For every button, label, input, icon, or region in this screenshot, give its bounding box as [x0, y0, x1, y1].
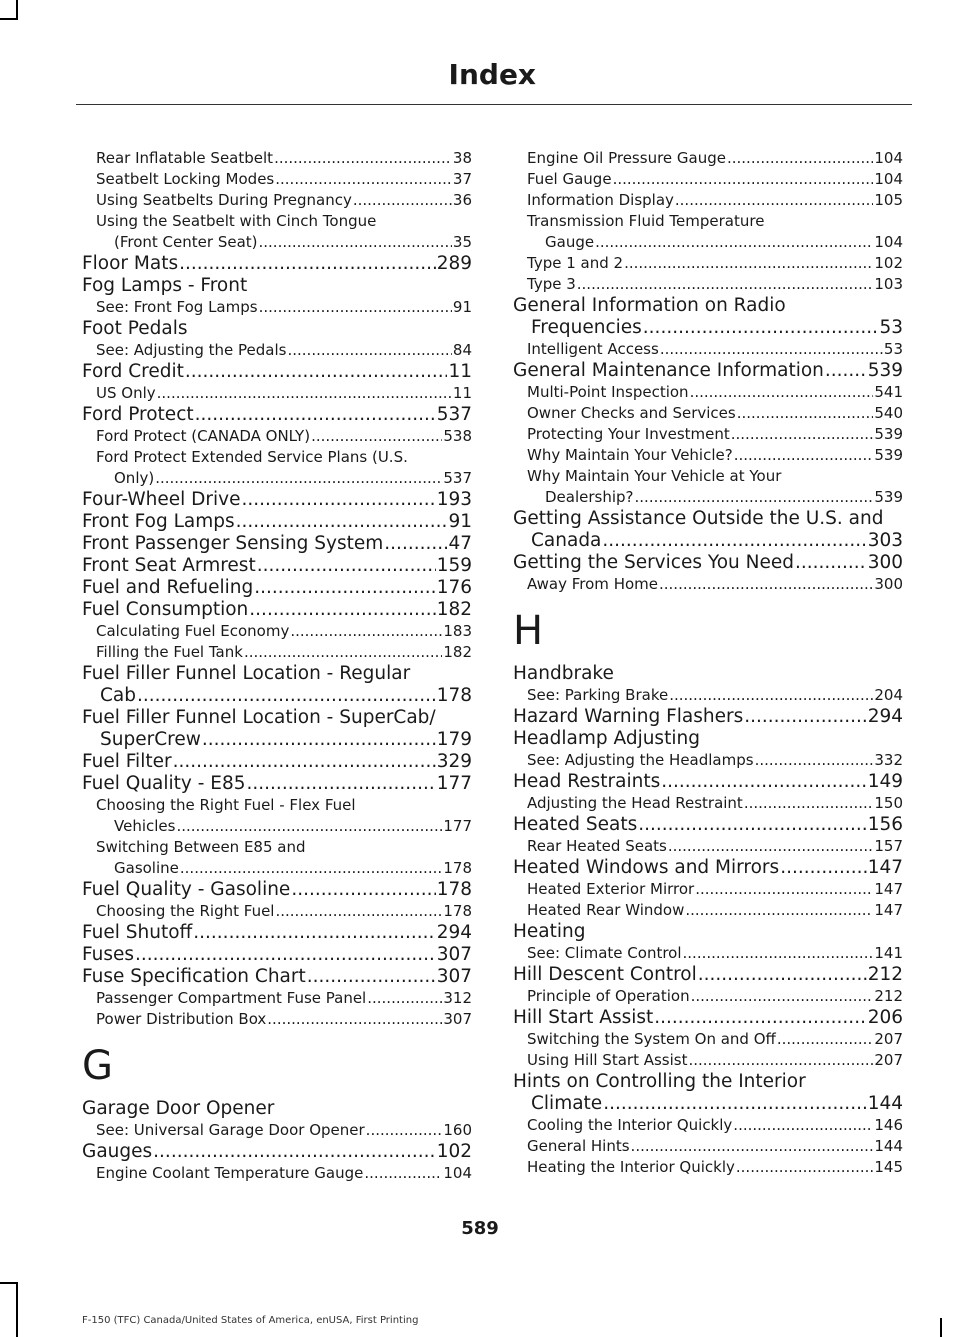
index-entry: Fuel Quality - E85 ..... 177: [82, 773, 472, 795]
index-entry-line: Choosing the Right Fuel - Flex Fuel: [96, 796, 356, 814]
index-entry: Heated Seats ..... 156: [513, 814, 903, 836]
page-title: Index: [448, 58, 536, 91]
index-entry: SuperCrew ..... 179: [82, 729, 472, 751]
index-entry: Why Maintain Your Vehicle? ..... 539: [513, 445, 903, 466]
index-entry: Fuel Quality - Gasoline ..... 178: [82, 879, 472, 901]
index-entry: Floor Mats ..... 289: [82, 253, 472, 275]
index-entry: Four-Wheel Drive ..... 193: [82, 489, 472, 511]
index-heading: Fog Lamps - Front: [82, 275, 248, 296]
index-entry: Protecting Your Investment ..... 539: [513, 424, 903, 445]
index-entry: Using Hill Start Assist ..... 207: [513, 1050, 903, 1071]
index-entry: Getting the Services You Need ..... 300: [513, 552, 903, 574]
crop-mark: [16, 1282, 18, 1337]
index-entry: Canada ..... 303: [513, 530, 903, 552]
index-entry: Cooling the Interior Quickly ..... 146: [513, 1115, 903, 1136]
header-divider: [76, 104, 912, 105]
index-entry: Hazard Warning Flashers ..... 294: [513, 706, 903, 728]
index-entry: Power Distribution Box ..... 307: [82, 1009, 472, 1030]
index-entry: Heated Windows and Mirrors ..... 147: [513, 857, 903, 879]
index-entry: Ford Credit ..... 11: [82, 361, 472, 383]
index-entry: Principle of Operation ..... 212: [513, 986, 903, 1007]
index-entry: (Front Center Seat) ..... 35: [82, 232, 472, 253]
index-entry: Front Seat Armrest ..... 159: [82, 555, 472, 577]
index-entry: Hill Descent Control ..... 212: [513, 964, 903, 986]
index-entry: Intelligent Access ..... 53: [513, 339, 903, 360]
index-entry: Seatbelt Locking Modes ..... 37: [82, 169, 472, 190]
index-entry-line: Transmission Fluid Temperature: [527, 212, 765, 230]
index-heading: Foot Pedals: [82, 318, 188, 339]
index-entry-line: Why Maintain Your Vehicle at Your: [527, 467, 782, 485]
index-column-left: [82, 148, 472, 1184]
index-entry: Heated Exterior Mirror ..... 147: [513, 879, 903, 900]
footer-text: F-150 (TFC) Canada/United States of America, enUSA, First Printing: [82, 1315, 419, 1326]
index-entry: General Maintenance Information ..... 539: [513, 360, 903, 382]
index-entry: Using Seatbelts During Pregnancy ..... 36: [82, 190, 472, 211]
index-entry: Away From Home ..... 300: [513, 574, 903, 595]
index-heading: Heating: [513, 921, 586, 942]
index-entry: Fuel Shutoff ..... 294: [82, 922, 472, 944]
index-entry: Switching the System On and Off ..... 207: [513, 1029, 903, 1050]
index-entry: See: Climate Control ..... 141: [513, 943, 903, 964]
index-entry-line: Fuel Filler Funnel Location - Regular: [82, 663, 411, 684]
index-entry-line: Hints on Controlling the Interior: [513, 1071, 806, 1092]
index-entry: Information Display ..... 105: [513, 190, 903, 211]
index-entry-line: General Information on Radio: [513, 295, 786, 316]
section-letter: G: [82, 1043, 113, 1089]
index-entry: US Only ..... 11: [82, 383, 472, 404]
section-letter: H: [513, 608, 544, 654]
index-entry: Rear Inflatable Seatbelt ..... 38: [82, 148, 472, 169]
index-entry: Climate ..... 144: [513, 1093, 903, 1115]
index-entry: See: Adjusting the Headlamps ..... 332: [513, 750, 903, 771]
index-entry: Ford Protect ..... 537: [82, 404, 472, 426]
index-entry-line: Ford Protect Extended Service Plans (U.S.: [96, 448, 408, 466]
index-entry-line: Switching Between E85 and: [96, 838, 306, 856]
index-heading: Garage Door Opener: [82, 1098, 275, 1119]
index-entry: Gauges ..... 102: [82, 1141, 472, 1163]
index-entry: Hill Start Assist ..... 206: [513, 1007, 903, 1029]
index-entry: Owner Checks and Services ..... 540: [513, 403, 903, 424]
index-entry: Type 3 ..... 103: [513, 274, 903, 295]
index-entry: General Hints ..... 144: [513, 1136, 903, 1157]
index-entry: Front Fog Lamps ..... 91: [82, 511, 472, 533]
index-entry: Multi-Point Inspection ..... 541: [513, 382, 903, 403]
index-entry: See: Adjusting the Pedals ..... 84: [82, 340, 472, 361]
crop-mark: [0, 18, 18, 20]
index-entry: See: Front Fog Lamps ..... 91: [82, 297, 472, 318]
index-entry: Vehicles ..... 177: [82, 816, 472, 837]
index-entry: Fuse Specification Chart ..... 307: [82, 966, 472, 988]
index-entry: See: Universal Garage Door Opener ..... 160: [82, 1120, 472, 1141]
index-entry: Engine Oil Pressure Gauge ..... 104: [513, 148, 903, 169]
index-entry: Fuel Filter ..... 329: [82, 751, 472, 773]
index-heading: Headlamp Adjusting: [513, 728, 700, 749]
crop-mark: [940, 1318, 942, 1337]
index-entry: Heating the Interior Quickly ..... 145: [513, 1157, 903, 1178]
index-entry: Calculating Fuel Economy ..... 183: [82, 621, 472, 642]
index-entry: Engine Coolant Temperature Gauge ..... 104: [82, 1163, 472, 1184]
index-entry: Adjusting the Head Restraint ..... 150: [513, 793, 903, 814]
index-entry: Front Passenger Sensing System ..... 47: [82, 533, 472, 555]
index-heading: Handbrake: [513, 663, 614, 684]
index-entry: Fuel Gauge ..... 104: [513, 169, 903, 190]
index-entry-line: Getting Assistance Outside the U.S. and: [513, 508, 884, 529]
crop-mark: [16, 0, 18, 20]
index-entry: Fuel and Refueling ..... 176: [82, 577, 472, 599]
index-entry: Choosing the Right Fuel ..... 178: [82, 901, 472, 922]
index-entry-line: Fuel Filler Funnel Location - SuperCab/: [82, 707, 436, 728]
index-entry: Frequencies ..... 53: [513, 317, 903, 339]
index-column-right: [513, 148, 903, 1178]
index-entry: Gauge ..... 104: [513, 232, 903, 253]
index-entry: Rear Heated Seats ..... 157: [513, 836, 903, 857]
index-entry: Head Restraints ..... 149: [513, 771, 903, 793]
index-entry: Fuses ..... 307: [82, 944, 472, 966]
index-entry: Passenger Compartment Fuse Panel ..... 312: [82, 988, 472, 1009]
index-entry: Type 1 and 2 ..... 102: [513, 253, 903, 274]
index-entry: Fuel Consumption ..... 182: [82, 599, 472, 621]
index-entry: Only) ..... 537: [82, 468, 472, 489]
index-entry: Dealership? ..... 539: [513, 487, 903, 508]
index-entry: Filling the Fuel Tank ..... 182: [82, 642, 472, 663]
index-entry: Ford Protect (CANADA ONLY) ..... 538: [82, 426, 472, 447]
index-entry: See: Parking Brake ..... 204: [513, 685, 903, 706]
page-number: 589: [461, 1218, 499, 1239]
index-entry: Heated Rear Window ..... 147: [513, 900, 903, 921]
index-entry: Cab ..... 178: [82, 685, 472, 707]
crop-mark: [0, 1282, 18, 1284]
index-entry: Gasoline ..... 178: [82, 858, 472, 879]
index-entry-line: Using the Seatbelt with Cinch Tongue: [96, 212, 377, 230]
